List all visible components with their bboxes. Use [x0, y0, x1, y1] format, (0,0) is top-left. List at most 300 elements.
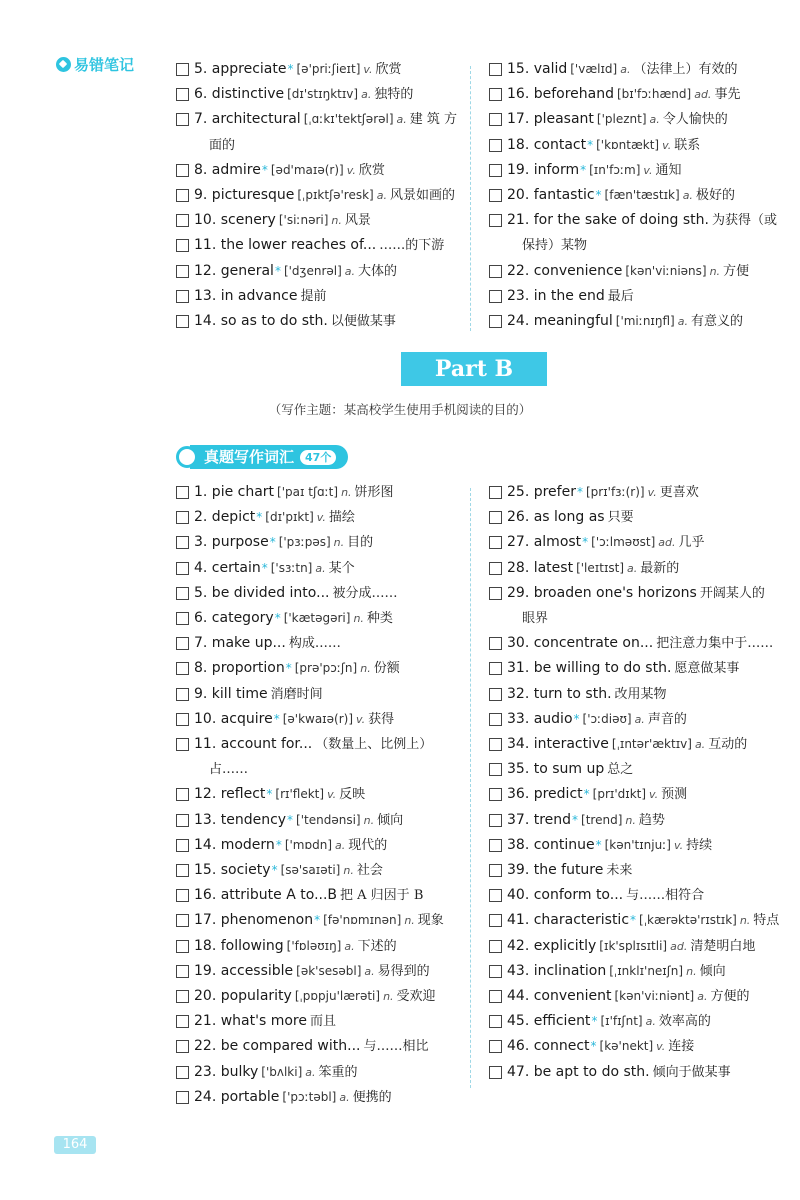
vocab-item — [489, 959, 779, 984]
checkbox[interactable] — [176, 788, 189, 801]
vocab-word: 10. acquire — [194, 710, 273, 727]
vocab-item — [176, 732, 444, 757]
vocab-word: 25. prefer — [507, 484, 576, 500]
checkbox[interactable] — [489, 738, 502, 751]
column-divider — [470, 488, 471, 1088]
vocab-list-bottom-right — [489, 480, 779, 1085]
part-of-speech: n. — [363, 813, 375, 827]
vocab-item — [489, 107, 777, 132]
phonetic: ['ɔːlməʊst] — [591, 535, 656, 550]
checkbox[interactable] — [489, 1066, 502, 1079]
checkbox[interactable] — [176, 214, 189, 227]
checkbox[interactable] — [489, 315, 502, 328]
part-of-speech: v. — [647, 486, 657, 499]
phonetic: [dɪ'stɪŋktɪv] — [287, 87, 359, 102]
phonetic: ['mɒdn] — [284, 837, 333, 852]
checkbox[interactable] — [489, 814, 502, 827]
meaning: 为获得（或 — [712, 213, 778, 229]
vocab-word: 36. predict — [507, 786, 583, 803]
phonetic: [dɪ'pɪkt] — [265, 510, 314, 525]
phonetic: [kən'tɪnjuː] — [604, 837, 671, 852]
meaning: 特点 — [753, 913, 780, 929]
star-mark: * — [587, 137, 594, 152]
checkbox[interactable] — [176, 164, 189, 177]
vocab-word: 7. architectural — [194, 111, 301, 128]
vocab-word: 43. inclination — [507, 962, 607, 979]
vocab-item — [489, 480, 779, 505]
vocab-item — [489, 505, 779, 530]
part-of-speech: n. — [625, 813, 636, 827]
checkbox[interactable] — [176, 239, 189, 252]
phonetic: [ˌɪntər'æktɪv] — [611, 737, 692, 752]
vocab-word: 31. be willing to do sth. — [507, 660, 672, 677]
checkbox[interactable] — [489, 990, 502, 1003]
checkbox[interactable] — [489, 914, 502, 927]
meaning: 反映 — [339, 787, 366, 803]
meaning-continued: 眼界 — [522, 611, 549, 627]
meaning: 受欢迎 — [396, 989, 436, 1005]
phonetic: [ˌɪnklɪ'neɪʃn] — [609, 963, 684, 978]
star-mark: * — [595, 188, 602, 203]
part-of-speech: a. — [697, 990, 708, 1004]
vocab-word: 46. connect — [507, 1038, 590, 1055]
checkbox[interactable] — [489, 139, 502, 152]
meaning-continued: 保持）某物 — [522, 238, 588, 254]
star-mark: * — [275, 837, 282, 852]
phonetic: [ˌɑːkɪ'tektʃərəl] — [303, 112, 394, 127]
phonetic: [prɪ'fɜː(r)] — [585, 485, 645, 499]
checkbox[interactable] — [176, 1040, 189, 1053]
phonetic: [kən'viːniəns] — [625, 263, 707, 278]
checkbox[interactable] — [489, 164, 502, 177]
vocab-item — [489, 259, 777, 284]
meaning: 声音的 — [647, 711, 687, 727]
vocab-item — [176, 309, 457, 334]
checkbox[interactable] — [176, 940, 189, 953]
vocab-word: 40. conform to... — [507, 887, 624, 904]
checkbox[interactable] — [176, 536, 189, 549]
checkbox[interactable] — [489, 763, 502, 776]
vocab-item — [176, 284, 457, 309]
section-title: 真题写作词汇 — [204, 448, 295, 466]
star-mark: * — [572, 812, 579, 827]
section-title-bar — [190, 445, 348, 469]
meaning: 只要 — [607, 510, 634, 526]
vocab-word: 17. phenomenon — [194, 912, 314, 929]
checkbox[interactable] — [489, 63, 502, 76]
vocab-item — [176, 682, 444, 707]
vocab-word: 23. bulky — [194, 1063, 259, 1080]
meaning: （法律上）有效的 — [633, 62, 738, 77]
vocab-item — [176, 233, 457, 258]
vocab-word: 18. contact — [507, 136, 587, 153]
part-of-speech: a. — [339, 1090, 350, 1104]
meaning: 现代的 — [348, 837, 388, 853]
vocab-word: 5. be divided into... — [194, 584, 330, 601]
vocab-word: 9. kill time — [194, 685, 268, 702]
part-of-speech: v. — [356, 712, 366, 726]
vocab-item — [489, 1060, 779, 1085]
phonetic: [ɪn'fɔːm] — [589, 162, 641, 177]
vocab-item — [176, 984, 444, 1009]
meaning: 种类 — [366, 611, 393, 627]
vocab-word: 19. accessible — [194, 962, 294, 979]
part-of-speech: v. — [363, 63, 373, 76]
star-mark: * — [261, 560, 268, 575]
part-b-heading: Part B — [401, 352, 547, 386]
checkbox[interactable] — [489, 965, 502, 978]
meaning: 有意义的 — [690, 314, 743, 330]
part-of-speech: a. — [396, 113, 407, 127]
vocab-word: 13. in advance — [194, 287, 298, 304]
meaning: 最新的 — [640, 560, 680, 576]
star-mark: * — [583, 787, 590, 802]
vocab-word: 28. latest — [507, 559, 574, 576]
vocab-item — [176, 908, 444, 933]
part-of-speech: a. — [694, 738, 706, 752]
vocab-item — [176, 606, 444, 631]
meaning: 易得到的 — [377, 963, 430, 979]
vocab-word: 22. convenience — [507, 262, 623, 279]
checkbox[interactable] — [489, 214, 502, 227]
checkbox[interactable] — [489, 940, 502, 953]
phonetic: ['dʒenrəl] — [283, 263, 342, 278]
part-of-speech: ad. — [658, 536, 676, 550]
part-of-speech: a. — [364, 964, 375, 978]
checkbox[interactable] — [176, 914, 189, 927]
checkbox[interactable] — [489, 587, 502, 600]
vocab-item — [489, 208, 777, 233]
vocab-item — [489, 833, 779, 858]
vocab-item — [489, 707, 779, 732]
vocab-item — [489, 934, 779, 959]
meaning: 消磨时间 — [270, 686, 323, 702]
part-of-speech: a. — [649, 113, 660, 127]
vocab-item — [489, 556, 779, 581]
part-of-speech: v. — [643, 163, 653, 177]
vocab-item — [176, 934, 444, 959]
phonetic: [ˌpɪktʃə'resk] — [297, 188, 374, 203]
phonetic: [prɪ'dɪkt] — [592, 787, 647, 802]
checkbox[interactable] — [489, 788, 502, 801]
star-mark: * — [595, 837, 602, 852]
vocab-item — [176, 208, 457, 233]
vocab-word: 16. attribute A to...B — [194, 887, 338, 904]
vocab-item — [176, 259, 457, 284]
vocab-word: 20. fantastic — [507, 187, 595, 204]
meaning: 把注意力集中于…… — [656, 636, 774, 652]
phonetic: ['pleznt] — [596, 112, 647, 127]
phonetic: [bɪ'fɔːhænd] — [616, 87, 692, 102]
part-of-speech: n. — [686, 964, 697, 978]
magnifier-icon — [176, 446, 198, 468]
meaning: 描绘 — [328, 510, 355, 526]
vocab-word: 21. what's more — [194, 1013, 307, 1030]
checkbox[interactable] — [176, 265, 189, 278]
notes-tag-label: 易错笔记 — [74, 56, 135, 74]
checkbox[interactable] — [176, 688, 189, 701]
phonetic: [ək'sesəbl] — [296, 963, 362, 978]
phonetic: ['bʌlki] — [261, 1064, 303, 1079]
phonetic: [kə'nekt] — [599, 1039, 654, 1054]
meaning: 而且 — [309, 1014, 336, 1030]
meaning: 连接 — [668, 1039, 695, 1055]
checkbox[interactable] — [176, 63, 189, 76]
vocab-word: 16. beforehand — [507, 86, 614, 103]
checkbox[interactable] — [489, 265, 502, 278]
part-of-speech: n. — [360, 662, 371, 676]
vocab-word: 6. distinctive — [194, 86, 285, 103]
vocab-item — [176, 833, 444, 858]
checkbox[interactable] — [176, 511, 189, 524]
checkbox[interactable] — [176, 889, 189, 902]
part-of-speech: v. — [673, 838, 684, 852]
part-of-speech: a. — [645, 1015, 656, 1029]
star-mark: * — [269, 535, 276, 550]
meaning: 饼形图 — [354, 485, 394, 500]
meaning: 社会 — [356, 863, 383, 879]
meaning: 获得 — [368, 711, 395, 727]
meaning: 便携的 — [352, 1089, 392, 1105]
vocab-word: 42. explicitly — [507, 937, 597, 954]
part-of-speech: a. — [677, 315, 688, 329]
vocab-item — [176, 858, 444, 883]
vocab-item — [489, 682, 779, 707]
checkbox[interactable] — [176, 965, 189, 978]
checkbox[interactable] — [489, 536, 502, 549]
notes-tag — [56, 54, 134, 75]
phonetic: [kən'viːniənt] — [614, 989, 695, 1004]
part-of-speech: a. — [634, 712, 645, 726]
checkbox[interactable] — [489, 113, 502, 126]
checkbox[interactable] — [489, 637, 502, 650]
section-count-badge: 47个 — [300, 450, 336, 465]
phonetic: ['fɒləʊɪŋ] — [286, 938, 342, 953]
part-of-speech: a. — [305, 1065, 316, 1079]
meaning: 趋势 — [638, 812, 665, 828]
part-of-speech: a. — [620, 63, 631, 76]
phonetic: [rɪ'flekt] — [275, 787, 325, 802]
vocab-word: 38. continue — [507, 836, 595, 853]
vocab-item — [489, 883, 779, 908]
phonetic: ['vælɪd] — [570, 62, 618, 76]
checkbox[interactable] — [489, 662, 502, 675]
vocab-item — [489, 732, 779, 757]
checkbox[interactable] — [176, 864, 189, 877]
vocab-item — [176, 782, 444, 807]
checkbox[interactable] — [176, 814, 189, 827]
vocab-word: 29. broaden one's horizons — [507, 584, 697, 601]
star-mark: * — [287, 62, 294, 76]
part-of-speech: ad. — [670, 939, 688, 953]
checkbox[interactable] — [176, 612, 189, 625]
phonetic: ['tendənsi] — [296, 812, 361, 827]
vocab-item — [176, 1034, 444, 1059]
part-of-speech: a. — [315, 561, 326, 575]
checkbox[interactable] — [176, 1066, 189, 1079]
meaning: 倾向 — [699, 963, 726, 979]
checkbox[interactable] — [489, 688, 502, 701]
meaning: 建 筑 方 — [409, 112, 458, 128]
checkbox[interactable] — [489, 189, 502, 202]
phonetic: [prə'pɔːʃn] — [294, 661, 358, 676]
part-of-speech: n. — [383, 990, 394, 1004]
vocab-word: 32. turn to sth. — [507, 685, 612, 702]
phonetic: ['sɜːtn] — [270, 560, 313, 575]
meaning: 几乎 — [678, 535, 705, 551]
vocab-item — [489, 158, 777, 183]
star-mark: * — [580, 162, 587, 177]
checkbox[interactable] — [176, 113, 189, 126]
vocab-item — [176, 57, 457, 82]
vocab-word: 47. be apt to do sth. — [507, 1063, 650, 1080]
star-mark: * — [285, 661, 292, 676]
vocab-word: 2. depict — [194, 509, 256, 526]
star-mark: * — [287, 812, 294, 827]
meaning: 欣赏 — [358, 162, 385, 178]
checkbox[interactable] — [176, 189, 189, 202]
vocab-word: 4. certain — [194, 559, 261, 576]
meaning: 开阔某人的 — [699, 585, 765, 601]
meaning: 与……相符合 — [626, 888, 705, 904]
writing-topic: （写作主题：某高校学生使用手机阅读的目的） — [268, 402, 532, 417]
checkbox[interactable] — [489, 562, 502, 575]
checkbox[interactable] — [176, 486, 189, 499]
phonetic: ['miːnɪŋfl] — [615, 314, 675, 329]
vocab-word: 15. valid — [507, 61, 568, 77]
part-of-speech: n. — [709, 264, 721, 278]
vocab-item — [489, 782, 779, 807]
phonetic: [əd'maɪə(r)] — [270, 162, 344, 177]
checkbox[interactable] — [489, 88, 502, 101]
star-mark: * — [573, 711, 580, 726]
note-icon — [56, 57, 71, 72]
part-of-speech: v. — [649, 788, 659, 802]
vocab-item — [176, 707, 444, 732]
meaning: 总之 — [607, 762, 634, 778]
page-number: 164 — [54, 1136, 96, 1154]
vocab-item — [489, 133, 777, 158]
checkbox[interactable] — [176, 1091, 189, 1104]
checkbox[interactable] — [489, 889, 502, 902]
meaning: 联系 — [674, 137, 701, 153]
checkbox[interactable] — [176, 839, 189, 852]
meaning: 持续 — [686, 837, 713, 853]
vocab-word: 6. category — [194, 610, 274, 627]
checkbox[interactable] — [176, 738, 189, 751]
meaning: 倾向 — [377, 812, 404, 828]
meaning: 下述的 — [357, 938, 397, 954]
vocab-item — [176, 1085, 444, 1110]
part-of-speech: v. — [327, 788, 337, 802]
meaning: 预测 — [661, 787, 688, 803]
vocab-item — [489, 1009, 779, 1034]
part-of-speech: v. — [316, 511, 326, 525]
checkbox[interactable] — [489, 864, 502, 877]
vocab-word: 8. proportion — [194, 660, 285, 677]
checkbox[interactable] — [176, 88, 189, 101]
meaning: 风景如画的 — [389, 188, 455, 204]
phonetic: [ɪk'splɪsɪtli] — [599, 938, 668, 953]
checkbox[interactable] — [176, 637, 189, 650]
phonetic: ['pɔːtəbl] — [282, 1089, 337, 1104]
meaning: 互动的 — [708, 737, 748, 753]
vocab-word: 37. trend — [507, 811, 572, 828]
vocab-word: 14. modern — [194, 836, 275, 853]
checkbox[interactable] — [176, 290, 189, 303]
part-of-speech: a. — [376, 189, 387, 203]
checkbox[interactable] — [489, 511, 502, 524]
checkbox[interactable] — [489, 1040, 502, 1053]
checkbox[interactable] — [176, 315, 189, 328]
checkbox[interactable] — [489, 290, 502, 303]
part-of-speech: a. — [682, 189, 693, 203]
vocab-word: 39. the future — [507, 862, 604, 879]
checkbox[interactable] — [176, 587, 189, 600]
checkbox[interactable] — [176, 1015, 189, 1028]
vocab-word: 20. popularity — [194, 988, 292, 1005]
vocab-word: 19. inform — [507, 161, 580, 178]
checkbox[interactable] — [176, 662, 189, 675]
phonetic: ['ɔːdiəʊ] — [582, 711, 632, 726]
checkbox[interactable] — [176, 713, 189, 726]
phonetic: ['kætəgəri] — [283, 611, 351, 626]
part-of-speech: n. — [343, 864, 354, 878]
checkbox[interactable] — [489, 486, 502, 499]
vocab-item — [489, 656, 779, 681]
checkbox[interactable] — [176, 562, 189, 575]
phonetic: ['kɒntækt] — [596, 137, 660, 152]
meaning: 方便 — [723, 263, 750, 279]
star-mark: * — [630, 913, 637, 928]
vocab-word: 5. appreciate — [194, 61, 287, 77]
meaning: 份额 — [373, 661, 400, 677]
part-of-speech: a. — [361, 88, 372, 102]
vocab-word: 12. reflect — [194, 786, 266, 803]
meaning: 事先 — [714, 87, 741, 103]
phonetic: ['pɜːpəs] — [278, 535, 331, 550]
vocab-word: 9. picturesque — [194, 187, 295, 204]
checkbox[interactable] — [489, 839, 502, 852]
checkbox[interactable] — [176, 990, 189, 1003]
part-of-speech: a. — [344, 939, 355, 953]
column-divider — [470, 66, 471, 331]
vocab-word: 24. meaningful — [507, 313, 613, 330]
meaning: 风景 — [344, 213, 371, 229]
meaning: 愿意做某事 — [674, 661, 740, 677]
checkbox[interactable] — [489, 1015, 502, 1028]
star-mark: * — [256, 510, 263, 525]
phonetic: ['paɪ tʃɑːt] — [277, 485, 339, 499]
meaning: 未来 — [606, 863, 633, 879]
checkbox[interactable] — [489, 713, 502, 726]
vocab-item — [176, 158, 457, 183]
meaning: 提前 — [300, 288, 327, 304]
vocab-item — [176, 883, 444, 908]
meaning: 现象 — [417, 913, 444, 929]
vocab-word: 23. in the end — [507, 287, 605, 304]
meaning-continued: 面的 — [209, 137, 236, 153]
vocab-word: 17. pleasant — [507, 111, 594, 128]
vocab-item — [176, 530, 444, 555]
meaning: 改用某物 — [614, 686, 667, 702]
meaning: 最后 — [607, 288, 634, 304]
meaning: 通知 — [655, 162, 682, 178]
vocab-word: 11. account for... — [194, 736, 313, 753]
vocab-word: 26. as long as — [507, 509, 605, 526]
vocab-word: 22. be compared with... — [194, 1038, 361, 1055]
vocab-word: 30. concentrate on... — [507, 635, 654, 652]
